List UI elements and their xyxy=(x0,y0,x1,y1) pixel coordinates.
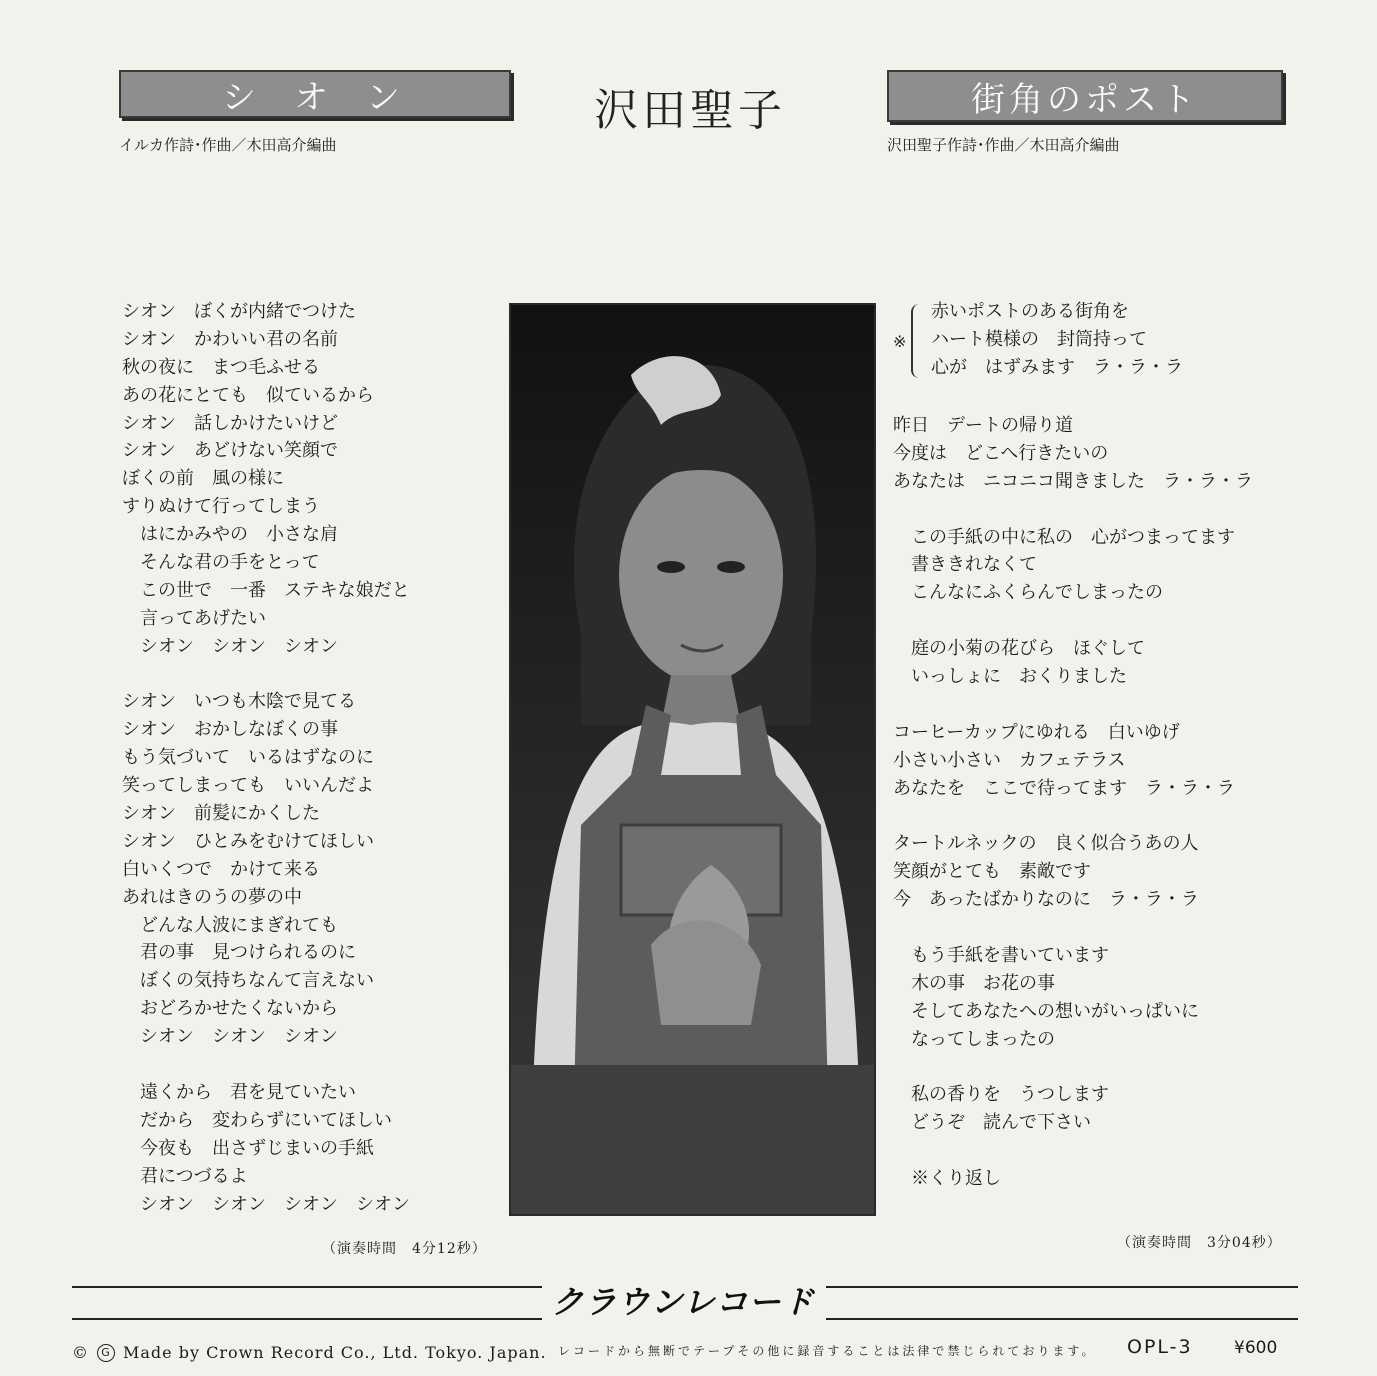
lyric-line xyxy=(893,802,1253,830)
lyric-line: 笑ってしまっても いいんだよ xyxy=(122,775,374,797)
lyric-line: この世で 一番 ステキな娘だと xyxy=(140,579,410,601)
lyric-line: もう手紙を書いています xyxy=(911,944,1109,966)
lyric-line: 君につづるよ xyxy=(140,1165,248,1187)
catalog-number: OPL-3 xyxy=(1127,1336,1193,1358)
lyric-line: そんな君の手をとって xyxy=(140,552,320,574)
lyric-line: すりぬけて行ってしまう xyxy=(122,496,320,518)
lyric-line: シオン おかしなぼくの事 xyxy=(122,719,338,741)
lyric-line: ※くり返し xyxy=(911,1168,1001,1190)
rule-left-bottom xyxy=(72,1318,542,1320)
price: ¥600 xyxy=(1234,1338,1278,1358)
artist-photo xyxy=(509,303,876,1216)
lyric-line: いっしょに おくりました xyxy=(911,666,1127,688)
lyric-line: シオン 前髪にかくした xyxy=(122,803,320,825)
lyric-line: 秋の夜に まつ毛ふせる xyxy=(122,356,320,378)
lyric-line xyxy=(122,1051,410,1079)
lyric-line: あれはきのうの夢の中 xyxy=(122,886,302,908)
lyric-line: 木の事 お花の事 xyxy=(911,972,1055,994)
lyric-line: シオン シオン シオン xyxy=(140,1026,338,1048)
chorus-lines xyxy=(931,298,1183,382)
rule-right-bottom xyxy=(826,1318,1298,1320)
chorus-brace xyxy=(911,304,923,378)
lyric-line: 今 あったばかりなのに ラ・ラ・ラ xyxy=(893,889,1199,911)
chorus-mark: ※ xyxy=(893,332,907,351)
portrait-illustration xyxy=(511,305,874,1214)
song-credit-right: 沢田聖子作詩･作曲／木田高介編曲 xyxy=(887,136,1120,154)
lyric-line: どうぞ 読んで下さい xyxy=(911,1112,1091,1134)
lyric-line: あなたは ニコニコ聞きました ラ・ラ・ラ xyxy=(893,470,1253,492)
chorus-line: 赤いポストのある街角を xyxy=(931,301,1129,322)
crown-logo-icon: G xyxy=(97,1344,115,1362)
lyric-line: 君の事 見つけられるのに xyxy=(140,942,356,964)
chorus-line: ハート模様の 封筒持って xyxy=(931,328,1147,350)
lyric-line: シオン いつも木陰で見てる xyxy=(122,691,356,713)
lyric-line: シオン かわいい君の名前 xyxy=(122,328,338,350)
song-title-right: 街角のポスト xyxy=(887,70,1283,122)
lyric-line: どんな人波にまぎれても xyxy=(140,914,338,936)
lyric-line: ぼくの前 風の様に xyxy=(122,468,284,490)
lyric-line: 書ききれなくて xyxy=(911,554,1037,576)
lyric-line: はにかみやの 小さな肩 xyxy=(140,524,338,546)
lyric-line: シオン あどけない笑顔で xyxy=(122,440,338,462)
lyric-line: 遠くから 君を見ていたい xyxy=(140,1081,356,1103)
lyrics-left xyxy=(122,298,410,1218)
copyright-text: Made by Crown Record Co., Ltd. Tokyo. Japan. xyxy=(123,1343,547,1362)
lyric-line: シオン 話しかけたいけど xyxy=(122,412,338,434)
lyric-line xyxy=(122,661,410,689)
song-title-left: シオン xyxy=(119,70,511,118)
copyright-symbol: © xyxy=(72,1343,89,1362)
lyric-line xyxy=(893,1137,1253,1165)
lyric-line: 昨日 デートの帰り道 xyxy=(893,415,1073,436)
lyric-line: なってしまったの xyxy=(911,1028,1055,1050)
lyric-line xyxy=(893,496,1253,524)
lyric-line: この手紙の中に私の 心がつまってます xyxy=(911,526,1235,548)
lyric-line: 今夜も 出さずじまいの手紙 xyxy=(140,1137,374,1159)
rule-right-top xyxy=(826,1286,1298,1288)
lyric-line: コーヒーカップにゆれる 白いゆげ xyxy=(893,721,1180,743)
lyric-line: シオン シオン シオン シオン xyxy=(140,1193,410,1215)
lyric-line: あなたを ここで待ってます ラ・ラ・ラ xyxy=(893,777,1235,799)
lyric-line xyxy=(893,691,1253,719)
lyric-line: そしてあなたへの想いがいっぱいに xyxy=(911,1000,1199,1022)
lyric-line: だから 変わらずにいてほしい xyxy=(140,1109,392,1131)
lyric-line xyxy=(893,914,1253,942)
lyric-line: 笑顔がとても 素敵です xyxy=(893,861,1091,883)
lyric-line: 言ってあげたい xyxy=(140,607,266,629)
lyric-line: 私の香りを うつします xyxy=(911,1084,1109,1106)
lyric-line: 今度は どこへ行きたいの xyxy=(893,442,1109,464)
lyrics-right xyxy=(893,412,1253,1193)
lyric-line: 庭の小菊の花びら ほぐして xyxy=(911,638,1145,660)
lyric-line: おどろかせたくないから xyxy=(140,998,338,1020)
play-time-right: （演奏時間 3分04秒） xyxy=(1117,1235,1282,1251)
lyric-line: あの花にとても 似ているから xyxy=(122,384,374,406)
lyric-line: シオン シオン シオン xyxy=(140,635,338,657)
lyric-line xyxy=(893,1053,1253,1081)
artist-name: 沢田聖子 xyxy=(594,85,786,136)
label-logo: クラウンレコード xyxy=(551,1283,815,1321)
lyric-line: 小さい小さい カフェテラス xyxy=(893,749,1126,771)
lyric-line: タートルネックの 良く似合うあの人 xyxy=(893,833,1199,855)
chorus-line: 心が はずみます ラ・ラ・ラ xyxy=(931,356,1183,378)
lyric-line xyxy=(893,607,1253,635)
lyric-line: もう気づいて いるはずなのに xyxy=(122,747,374,769)
lyric-line: シオン ひとみをむけてほしい xyxy=(122,830,374,852)
play-time-left: （演奏時間 4分12秒） xyxy=(322,1241,487,1257)
lyric-line: ぼくの気持ちなんて言えない xyxy=(140,970,374,992)
lyric-line: 白いくつで かけて来る xyxy=(122,858,320,880)
footer-copyright xyxy=(72,1343,547,1362)
copyright-notice: レコードから無断でテープその他に録音することは法律で禁じられております。 xyxy=(558,1344,1097,1358)
rule-left-top xyxy=(72,1286,542,1288)
lyric-line: シオン ぼくが内緒でつけた xyxy=(122,301,356,322)
lyric-line: こんなにふくらんでしまったの xyxy=(911,582,1163,604)
song-credit-left: イルカ作詩･作曲／木田高介編曲 xyxy=(119,136,337,154)
